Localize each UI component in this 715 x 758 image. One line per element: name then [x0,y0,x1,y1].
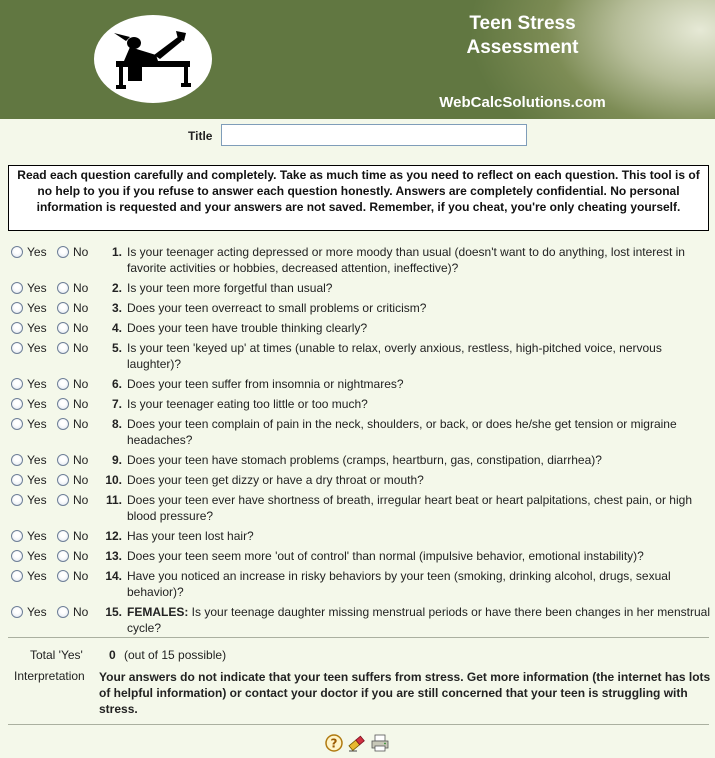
yes-label: Yes [27,321,47,335]
no-label: No [73,493,89,507]
question-row [0,528,715,544]
question-text: Is your teen more forgetful than usual? [127,281,333,295]
total-yes-note: (out of 15 possible) [124,648,227,662]
app-title [430,12,615,60]
yes-option[interactable] [11,376,57,392]
divider [8,724,709,725]
question-body [127,472,713,488]
divider [8,637,709,638]
question-text: Does your teen have trouble thinking clearly? [127,321,368,335]
no-option[interactable] [57,604,98,620]
question-body [127,568,713,600]
yes-label: Yes [27,549,47,563]
question-number: 7. [111,397,122,411]
question-text: Is your teen 'keyed up' at times (unable to relax, overly anxious, restless, high-pitched voice, nervous laughter)? [127,341,662,371]
no-label: No [73,569,89,583]
yes-radio[interactable] [11,550,23,562]
question-body [127,244,713,276]
no-option[interactable] [57,472,98,488]
yes-option[interactable] [11,492,57,508]
title-label: Title [188,129,213,143]
question-text: Have you noticed an increase in risky behaviors by your teen (smoking, drinking alcohol, drugs, sexual behavior)? [127,569,671,599]
yes-label: Yes [27,341,47,355]
app-title-line1: Teen Stress [469,13,576,34]
yes-radio[interactable] [11,398,23,410]
question-prefix: FEMALES: [127,605,189,619]
no-label: No [73,397,89,411]
question-row [0,604,715,636]
question-text: Is your teenager eating too little or too much? [127,397,368,411]
yes-label: Yes [27,417,47,431]
yes-label: Yes [27,529,47,543]
help-icon[interactable] [324,733,344,753]
question-body [127,548,713,564]
yes-radio[interactable] [11,302,23,314]
question-body [127,320,713,336]
question-number: 15. [105,605,122,619]
no-option[interactable] [57,528,98,544]
no-option[interactable] [57,340,98,356]
printer-icon[interactable] [370,733,390,753]
no-radio[interactable] [57,530,69,542]
no-radio[interactable] [57,322,69,334]
question-number: 14. [105,569,122,583]
yes-option[interactable] [11,320,57,336]
yes-label: Yes [27,605,47,619]
yes-label: Yes [27,453,47,467]
question-number: 9. [111,453,122,467]
yes-radio[interactable] [11,342,23,354]
no-option[interactable] [57,396,98,412]
yes-label: Yes [27,473,47,487]
yes-label: Yes [27,245,47,259]
question-row [0,340,715,372]
question-number: 13. [105,549,122,563]
no-label: No [73,417,89,431]
header-banner [0,0,715,119]
question-body [127,376,713,392]
question-text: Does your teen seem more 'out of control' than normal (impulsive behavior, emotional instability)? [127,549,644,563]
yes-radio[interactable] [11,474,23,486]
no-label: No [73,281,89,295]
yes-radio[interactable] [11,418,23,430]
yes-option[interactable] [11,244,57,260]
questions-list [0,244,715,640]
yes-option[interactable] [11,340,57,356]
no-label: No [73,245,89,259]
question-row [0,452,715,468]
question-row [0,244,715,276]
toolbar [324,733,390,753]
logo [94,15,212,103]
title-row [0,124,715,148]
no-label: No [73,605,89,619]
question-number: 3. [111,301,122,315]
question-text: Does your teen have stomach problems (cramps, heartburn, gas, constipation, diarrhea)? [127,453,602,467]
total-yes-label: Total 'Yes' [30,648,83,662]
yes-radio[interactable] [11,570,23,582]
yes-radio[interactable] [11,530,23,542]
yes-radio[interactable] [11,606,23,618]
no-radio[interactable] [57,550,69,562]
no-radio[interactable] [57,378,69,390]
interpretation-label: Interpretation [14,669,85,683]
question-body [127,452,713,468]
question-body [127,396,713,412]
no-radio[interactable] [57,494,69,506]
question-text: Does your teen overreact to small problems or criticism? [127,301,427,315]
yes-option[interactable] [11,396,57,412]
brand-link[interactable]: WebCalcSolutions.com [439,94,606,111]
no-option[interactable] [57,300,98,316]
yes-radio[interactable] [11,454,23,466]
no-radio[interactable] [57,418,69,430]
instructions-box: Read each question carefully and completely. Take as much time as you need to reflect on each question. This tool is of no help to you if you refuse to answer each question honestly. Answers are completely confidential. No personal information is requested and your answers are not saved. Remember, if you cheat, you're only cheating yourself. [8,165,709,231]
question-row [0,300,715,316]
question-text: Is your teenager acting depressed or more moody than usual (doesn't want to do anything, lost interest in favorite activities or hobbies, decreased attention, ineffective)? [127,245,685,275]
no-radio[interactable] [57,246,69,258]
question-text: Does your teen suffer from insomnia or nightmares? [127,377,404,391]
question-body [127,300,713,316]
svg-text:?: ? [330,736,338,751]
yes-label: Yes [27,569,47,583]
yes-option[interactable] [11,472,57,488]
question-body [127,492,713,524]
question-row [0,376,715,392]
no-label: No [73,549,89,563]
no-option[interactable] [57,280,98,296]
question-body [127,528,713,544]
question-body [127,416,713,448]
question-row [0,320,715,336]
no-radio[interactable] [57,606,69,618]
yes-option[interactable] [11,452,57,468]
yes-option[interactable] [11,548,57,564]
no-option[interactable] [57,244,98,260]
question-row [0,416,715,448]
no-radio[interactable] [57,454,69,466]
no-option[interactable] [57,320,98,336]
yes-option[interactable] [11,300,57,316]
no-radio[interactable] [57,570,69,582]
question-number: 8. [111,417,122,431]
question-body [127,280,713,296]
no-radio[interactable] [57,302,69,314]
question-row [0,492,715,524]
interpretation-text: Your answers do not indicate that your teen suffers from stress. Get more information (the internet has lots of helpful information) or contact your doctor if you are still concerned that your teen is struggling with stress. [99,670,711,716]
yes-radio[interactable] [11,378,23,390]
question-row [0,280,715,296]
question-body [127,604,713,636]
question-row [0,396,715,412]
question-number: 5. [111,341,122,355]
question-number: 4. [111,321,122,335]
no-option[interactable] [57,548,98,564]
no-option[interactable] [57,376,98,392]
eraser-icon[interactable] [347,733,367,753]
no-option[interactable] [57,492,98,508]
question-text: Does your teen ever have shortness of breath, irregular heart beat or heart palpitations, chest pain, or high blood pressure? [127,493,692,523]
yes-radio[interactable] [11,282,23,294]
question-row [0,472,715,488]
yes-option[interactable] [11,528,57,544]
question-row [0,548,715,564]
no-radio[interactable] [57,398,69,410]
no-label: No [73,529,89,543]
question-text: Is your teenage daughter missing menstrual periods or have there been changes in her menstrual cycle? [127,605,710,635]
total-yes-value: 0 [109,648,116,662]
no-label: No [73,301,89,315]
question-number: 1. [111,245,122,259]
yes-radio[interactable] [11,494,23,506]
question-number: 12. [105,529,122,543]
question-number: 10. [105,473,122,487]
question-body [127,340,713,372]
yes-label: Yes [27,301,47,315]
yes-label: Yes [27,281,47,295]
no-label: No [73,377,89,391]
yes-option[interactable] [11,604,57,620]
no-label: No [73,473,89,487]
question-text: Has your teen lost hair? [127,529,254,543]
no-radio[interactable] [57,282,69,294]
question-row [0,568,715,600]
no-option[interactable] [57,568,98,584]
no-label: No [73,453,89,467]
yes-radio[interactable] [11,246,23,258]
yes-label: Yes [27,377,47,391]
app-title-line2: Assessment [466,37,579,58]
no-radio[interactable] [57,474,69,486]
question-number: 6. [111,377,122,391]
question-text: Does your teen complain of pain in the neck, shoulders, or back, or does he/she get tension or migraine headaches? [127,417,677,447]
yes-option[interactable] [11,568,57,584]
yes-option[interactable] [11,416,57,432]
question-number: 11. [105,493,122,507]
no-radio[interactable] [57,342,69,354]
no-option[interactable] [57,416,98,432]
no-label: No [73,341,89,355]
yes-label: Yes [27,493,47,507]
yes-label: Yes [27,397,47,411]
question-number: 2. [111,281,122,295]
person-at-desk-icon [94,15,212,103]
yes-option[interactable] [11,280,57,296]
question-text: Does your teen get dizzy or have a dry throat or mouth? [127,473,424,487]
title-input[interactable] [221,124,527,146]
no-label: No [73,321,89,335]
no-option[interactable] [57,452,98,468]
yes-radio[interactable] [11,322,23,334]
